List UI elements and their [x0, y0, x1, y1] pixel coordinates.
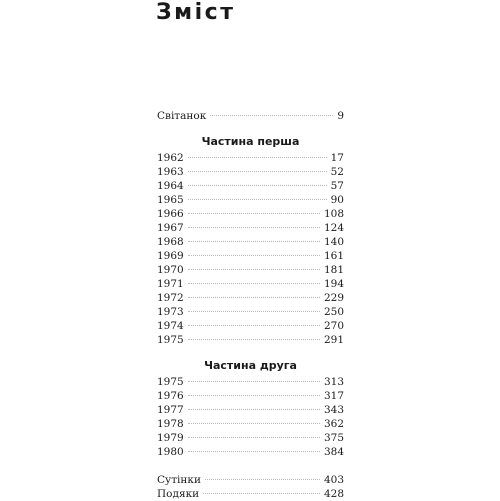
- toc-entry-page: 403: [323, 474, 344, 486]
- toc-entry-label: 1979: [157, 432, 184, 444]
- toc-entry-page: 250: [323, 306, 344, 318]
- toc-entry[interactable]: [157, 473, 344, 487]
- toc-entry[interactable]: [157, 263, 344, 277]
- toc-entry[interactable]: [157, 417, 344, 431]
- dot-leader: [188, 325, 320, 326]
- toc-entry-label: 1974: [157, 320, 184, 332]
- dot-leader: [188, 269, 320, 270]
- toc-entry-page: 108: [323, 208, 344, 220]
- toc-entry-label: 1967: [157, 222, 184, 234]
- toc-entry-page: 313: [323, 376, 344, 388]
- toc-entry-page: 291: [323, 334, 344, 346]
- toc-entry-label: 1975: [157, 334, 184, 346]
- toc-entry-label: 1963: [157, 166, 184, 178]
- toc-entry-label: 1964: [157, 180, 184, 192]
- toc-entry-label: Подяки: [157, 488, 200, 500]
- toc-entry[interactable]: [157, 151, 344, 165]
- dot-leader: [188, 451, 320, 452]
- toc-entry-page: 270: [323, 320, 344, 332]
- toc-entry-page: 384: [323, 446, 344, 458]
- toc-entry[interactable]: [157, 445, 344, 459]
- toc-entry-label: 1972: [157, 292, 184, 304]
- dot-leader: [188, 311, 320, 312]
- toc-entry[interactable]: [157, 277, 344, 291]
- toc-entry-label: 1977: [157, 404, 184, 416]
- toc-entry[interactable]: [157, 333, 344, 347]
- toc-part-two: [157, 375, 344, 459]
- toc-entry-label: 1971: [157, 278, 184, 290]
- toc-entry-page: 124: [323, 222, 344, 234]
- dot-leader: [188, 423, 320, 424]
- toc-entry-label: 1973: [157, 306, 184, 318]
- toc-entry-label: 1970: [157, 264, 184, 276]
- toc-entry-page: 17: [330, 152, 344, 164]
- dot-leader: [188, 227, 320, 228]
- toc-entry[interactable]: [157, 291, 344, 305]
- toc-entry[interactable]: [157, 165, 344, 179]
- toc-entry-page: 181: [323, 264, 344, 276]
- toc-entry[interactable]: [157, 389, 344, 403]
- toc-entry-page: 194: [323, 278, 344, 290]
- toc-entry-label: 1975: [157, 376, 184, 388]
- dot-leader: [188, 213, 320, 214]
- toc-entry-page: 343: [323, 404, 344, 416]
- toc-entry-page: 317: [323, 390, 344, 402]
- toc-intro: [157, 109, 344, 123]
- dot-leader: [188, 255, 320, 256]
- toc-entry[interactable]: [157, 375, 344, 389]
- toc-entry-label: 1969: [157, 250, 184, 262]
- dot-leader: [205, 479, 320, 480]
- toc-entry[interactable]: [157, 487, 344, 501]
- toc-entry-label: Світанок: [157, 110, 207, 122]
- toc-entry-page: 375: [323, 432, 344, 444]
- toc-entry-label: 1968: [157, 236, 184, 248]
- dot-leader: [188, 297, 320, 298]
- part-heading: Частина друга: [204, 359, 297, 372]
- toc-entry-label: 1980: [157, 446, 184, 458]
- toc-entry[interactable]: [157, 305, 344, 319]
- toc-entry-page: 57: [330, 180, 344, 192]
- toc-outro: [157, 473, 344, 501]
- dot-leader: [210, 115, 333, 116]
- dot-leader: [188, 241, 320, 242]
- toc-entry-label: 1976: [157, 390, 184, 402]
- dot-leader: [203, 493, 320, 494]
- dot-leader: [188, 199, 327, 200]
- toc-entry[interactable]: [157, 431, 344, 445]
- toc-entry[interactable]: [157, 221, 344, 235]
- toc-entry[interactable]: [157, 109, 344, 123]
- toc-entry-label: 1978: [157, 418, 184, 430]
- dot-leader: [188, 171, 327, 172]
- toc-entry-page: 90: [330, 194, 344, 206]
- toc-entry[interactable]: [157, 235, 344, 249]
- part-heading: Частина перша: [201, 135, 300, 148]
- toc-entry[interactable]: [157, 319, 344, 333]
- toc-entry-page: 9: [337, 110, 344, 122]
- toc-entry-page: 161: [323, 250, 344, 262]
- dot-leader: [188, 437, 320, 438]
- toc-entry-label: Сутінки: [157, 474, 201, 486]
- toc-part-one: [157, 151, 344, 347]
- toc-entry[interactable]: [157, 207, 344, 221]
- toc-entry-label: 1962: [157, 152, 184, 164]
- toc-entry-page: 229: [323, 292, 344, 304]
- dot-leader: [188, 395, 320, 396]
- page-title: Зміст: [156, 0, 236, 25]
- dot-leader: [188, 157, 327, 158]
- dot-leader: [188, 409, 320, 410]
- toc-entry-label: 1965: [157, 194, 184, 206]
- toc-entry-label: 1966: [157, 208, 184, 220]
- dot-leader: [188, 339, 320, 340]
- dot-leader: [188, 185, 327, 186]
- toc-entry[interactable]: [157, 179, 344, 193]
- dot-leader: [188, 283, 320, 284]
- toc-entry[interactable]: [157, 403, 344, 417]
- dot-leader: [188, 381, 320, 382]
- toc-entry-page: 362: [323, 418, 344, 430]
- toc-entry-page: 428: [323, 488, 344, 500]
- toc-entry-page: 140: [323, 236, 344, 248]
- toc-entry[interactable]: [157, 193, 344, 207]
- toc-entry-page: 52: [330, 166, 344, 178]
- toc-entry[interactable]: [157, 249, 344, 263]
